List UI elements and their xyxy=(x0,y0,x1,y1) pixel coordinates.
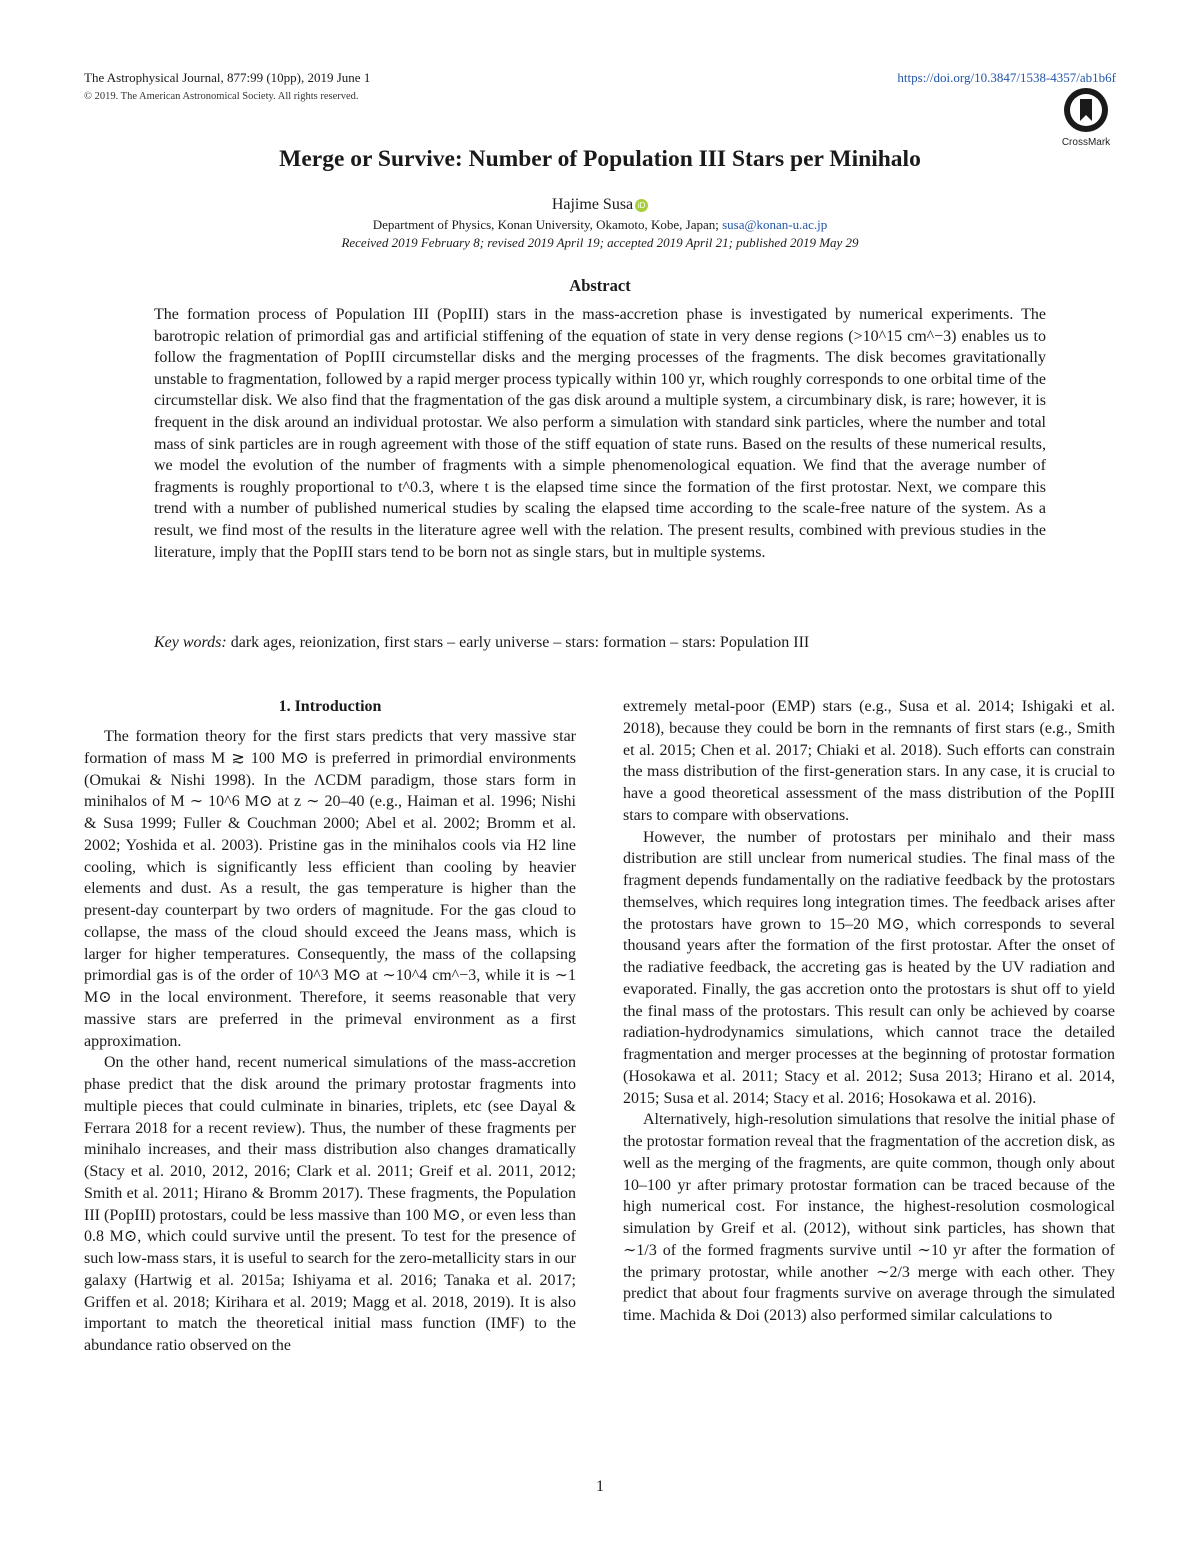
paragraph: On the other hand, recent numerical simulations of the mass-accretion phase predict that the disk around the primary protostar fragments into multiple pieces that could culminate in binaries, triplets, etc (see Dayal & Ferrara 2018 for a recent review). Thus, the number of these fragments per minihalo increases, and their mass distribution also changes dramatically (Stacy et al. 2010, 2012, 2016; Clark et al. 2011; Greif et al. 2011, 2012; Smith et al. 2011; Hirano & Bromm 2017). These fragments, the Population III (PopIII) protostars, could be less massive than 100 M⊙, or even less than 0.8 M⊙, which could survive until the present. To test for the presence of such low-mass stars, it is useful to search for the zero-metallicity stars in our galaxy (Hartwig et al. 2015a; Ishiyama et al. 2016; Tanaka et al. 2017; Griffen et al. 2018; Kirihara et al. 2019; Magg et al. 2018, 2019). It is also important to match the theoretical initial mass function (IMF) to the abundance ratio observed on the xyxy=(84,1054,576,1354)
keywords-label: Key words: xyxy=(154,634,227,651)
abstract-heading: Abstract xyxy=(569,276,631,295)
paper-title: Merge or Survive: Number of Population III Stars per Minihalo xyxy=(279,146,921,172)
keywords-line xyxy=(154,634,1046,652)
publication-dates: Received 2019 February 8; revised 2019 April 19; accepted 2019 April 21; published 2019 May 29 xyxy=(341,235,859,250)
paragraph: The formation theory for the first stars predicts that very massive star formation of mass M ≳ 100 M⊙ is preferred in primordial environments (Omukai & Nishi 1998). In the ΛCDM paradigm, those stars form in minihalos of M ∼ 10^6 M⊙ at z ∼ 20–40 (e.g., Haiman et al. 1996; Nishi & Susa 1999; Fuller & Couchman 2000; Abel et al. 2002; Bromm et al. 2002; Yoshida et al. 2003). Pristine gas in the minihalos cools via H2 line cooling, which is significantly less efficient than cooling by heavier elements and dust. As a result, the gas temperature is higher than the present-day counterpart by two orders of magnitude. For the gas cloud to collapse, the mass of the cloud should exceed the Jeans mass, which is larger for higher temperatures. Consequently, the mass of the collapsing primordial gas is of the order of 10^3 M⊙ at ∼10^4 cm^−3, while it is ∼1 M⊙ in the local environment. Therefore, it seems reasonable that very massive stars are preferred in the primeval environment as a first approximation. xyxy=(84,728,576,1050)
author-line xyxy=(0,196,1200,214)
paragraph: However, the number of protostars per minihalo and their mass distribution are still unclear from numerical studies. The final mass of the fragment depends fundamentally on the radiative feedback by the protostars themselves, which requires long integration times. The feedback arises after the protostars have grown to 15–20 M⊙, which corresponds to several thousand years after the formation of the first protostar. After the onset of the radiative feedback, the accreting gas is heated by the UV radiation and evaporated. Finally, the gas accretion onto the protostars is shut off to yield the final mass of the protostars. This result can only be achieved by coarse radiation-hydrodynamics simulations, which cannot trace the detailed fragmentation and merger processes at the beginning of protostar formation (Hosokawa et al. 2011; Stacy et al. 2012; Susa 2013; Hirano et al. 2014, 2015; Susa et al. 2014; Stacy et al. 2016; Hosokawa et al. 2016). xyxy=(623,828,1115,1107)
left-column xyxy=(84,696,576,1357)
orcid-icon[interactable]: iD xyxy=(635,199,648,212)
crossmark-label: CrossMark xyxy=(1061,137,1111,148)
keywords-text: dark ages, reionization, first stars – early universe – stars: formation – stars: Population III xyxy=(230,634,810,651)
paragraph: Alternatively, high-resolution simulations that resolve the initial phase of the protostar formation reveal that the fragmentation of the accretion disk, as well as the merging of the fragments, are quite common, though only about 10–100 yr after primary protostar formation can be traced because of the high numerical cost. For instance, the highest-resolution cosmological simulation by Greif et al. (2012), without sink particles, has shown that ∼1/3 of the formed fragments survive until ∼10 yr after the formation of the primary protostar, while another ∼2/3 merge with each other. They predict that about four fragments survive on average through the simulated time. Machida & Doi (2013) also performed similar calculations to xyxy=(623,1111,1115,1324)
section-heading-introduction: 1. Introduction xyxy=(278,698,382,715)
paragraph: extremely metal-poor (EMP) stars (e.g., Susa et al. 2014; Ishigaki et al. 2018), because they could be born in the remnants of first stars (e.g., Smith et al. 2015; Chen et al. 2017; Chiaki et al. 2018). Such efforts can constrain the mass distribution of the first-generation stars. In any case, it is crucial to have a good theoretical assessment of the mass distribution of the PopIII stars to compare with observations. xyxy=(623,698,1115,824)
right-column xyxy=(623,696,1115,1327)
crossmark-icon xyxy=(1062,86,1110,134)
crossmark-badge[interactable] xyxy=(1056,86,1116,148)
affiliation-line xyxy=(0,217,1200,233)
copyright-notice: © 2019. The American Astronomical Society. All rights reserved. xyxy=(84,91,359,102)
journal-header: The Astrophysical Journal, 877:99 (10pp), 2019 June 1 xyxy=(84,70,371,85)
affiliation: Department of Physics, Konan University, Okamoto, Kobe, Japan; xyxy=(372,217,719,232)
email-link[interactable]: susa@konan-u.ac.jp xyxy=(722,217,828,232)
abstract-text: The formation process of Population III (PopIII) stars in the mass-accretion phase is investigated by numerical experiments. The barotropic relation of primordial gas and artificial stiffening of the equation of state in very dense regions (>10^15 cm^−3) enables us to follow the fragmentation of PopIII circumstellar disks and the merging processes of the fragments. The disk becomes gravitationally unstable to fragmentation, followed by a rapid merger process typically within 100 yr, which roughly corresponds to one orbital time of the circumstellar disk. We also find that the fragmentation of the gas disk around a multiple system, a circumbinary disk, is rare; however, it is frequent in the disk around an individual protostar. We also perform a simulation with standard sink particles, where the number and total mass of sink particles are in rough agreement with those of the stiff equation of state runs. Based on the results of these numerical results, we model the evolution of the number of fragments with a simple phenomenological equation. We find that the average number of fragments is roughly proportional to t^0.3, where t is the elapsed time since the formation of the first protostar. Next, we compare this trend with a number of published numerical studies by scaling the elapsed time according to the scale-free nature of the system. As a result, we find most of the results in the literature agree well with the relation. The present results, combined with previous studies in the literature, imply that the PopIII stars tend to be born not as single stars, but in multiple systems. xyxy=(154,306,1046,561)
page-number: 1 xyxy=(596,1478,604,1495)
author-name: Hajime Susa xyxy=(551,196,634,213)
doi-link[interactable]: https://doi.org/10.3847/1538-4357/ab1b6f xyxy=(897,70,1116,85)
